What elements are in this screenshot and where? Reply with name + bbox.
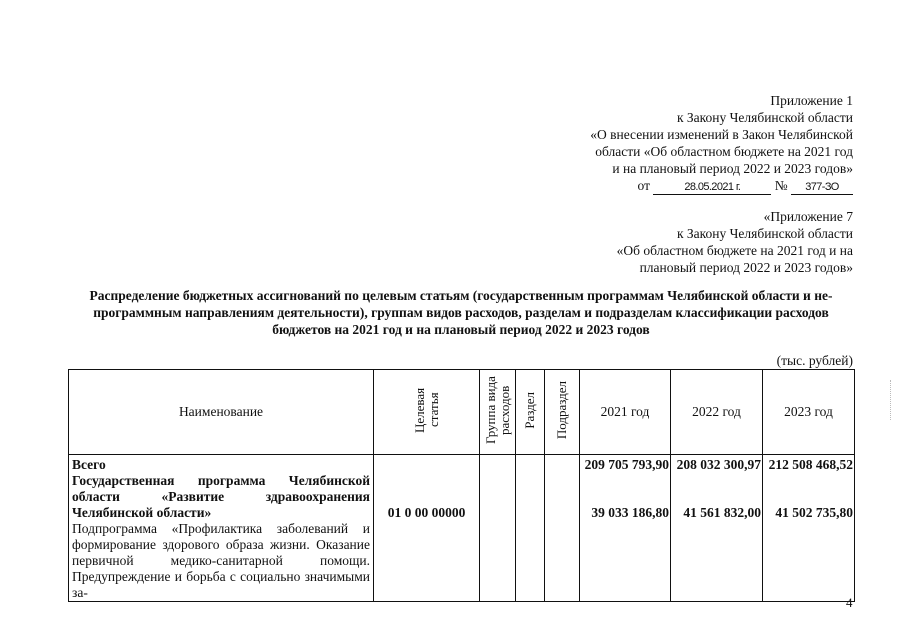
program-2021: 39 033 186,80 bbox=[591, 505, 669, 520]
header-section: Раздел bbox=[516, 370, 545, 455]
date-prefix: от bbox=[637, 178, 650, 193]
law-number: 377-ЗО bbox=[791, 181, 853, 195]
program-code: 01 0 00 00000 bbox=[387, 505, 466, 520]
header-name: Наименование bbox=[69, 370, 374, 455]
subsection-cell bbox=[545, 455, 580, 602]
header-year-2022: 2022 год bbox=[671, 370, 763, 455]
total-2022: 208 032 300,97 bbox=[676, 457, 761, 472]
appendix-1-line: Приложение 1 bbox=[770, 93, 853, 108]
appendix-1-date-line bbox=[638, 177, 854, 195]
appendix-7-line: плановый период 2022 и 2023 годов» bbox=[639, 260, 853, 275]
law-date: 28.05.2021 г. bbox=[653, 181, 771, 195]
name-cell bbox=[69, 455, 374, 602]
appendix-7-line: «Об областном бюджете на 2021 год и на bbox=[616, 243, 853, 258]
subprogram-name: Подпрограмма «Профилактика заболеваний и формирование здорового образа жизни. Оказание первичной медико-санитарной помощи. Предупреждение и борьба с социально значимыми за- bbox=[72, 521, 370, 600]
section-cell bbox=[516, 455, 545, 602]
document-title: Распределение бюджетных ассигнований по целевым статьям (государственным программам Челябинской области и не-программным направлениям деятельности), группам видов расходов, разделам и подразделам классификации расходов бюджетов на 2021 год и на плановый период 2022 и 2023 годов bbox=[89, 288, 833, 337]
appendix-1-header bbox=[590, 92, 853, 195]
expense-group-cell bbox=[480, 455, 516, 602]
appendix-1-line: и на плановый период 2022 и 2023 годов» bbox=[612, 161, 853, 176]
total-2021: 209 705 793,90 bbox=[584, 457, 669, 472]
program-name: Государственная программа Челябинской области «Развитие здравоохранения Челябинской области» bbox=[72, 473, 370, 520]
number-prefix: № bbox=[774, 178, 788, 193]
page-number: 4 bbox=[846, 595, 853, 610]
table-header-row bbox=[69, 370, 855, 455]
total-2023: 212 508 468,52 bbox=[768, 457, 853, 472]
total-label: Всего bbox=[72, 457, 106, 472]
header-target-article: Целевая статья bbox=[374, 370, 480, 455]
program-2022: 41 561 832,00 bbox=[683, 505, 761, 520]
header-year-2023: 2023 год bbox=[763, 370, 855, 455]
year-2021-cell bbox=[580, 455, 671, 602]
scan-artifact bbox=[890, 380, 897, 420]
budget-table bbox=[68, 369, 855, 602]
appendix-1-line: к Закону Челябинской области bbox=[676, 110, 853, 125]
target-article-cell bbox=[374, 455, 480, 602]
appendix-7-line: «Приложение 7 bbox=[763, 209, 853, 224]
units-label: (тыс. рублей) bbox=[776, 353, 853, 368]
appendix-1-line: «О внесении изменений в Закон Челябинской bbox=[590, 127, 853, 142]
program-2023: 41 502 735,80 bbox=[775, 505, 853, 520]
header-expense-group: Группа вида расходов bbox=[480, 370, 516, 455]
appendix-7-header bbox=[617, 208, 853, 276]
table-row bbox=[69, 455, 855, 602]
header-subsection: Подраздел bbox=[545, 370, 580, 455]
year-2022-cell bbox=[671, 455, 763, 602]
appendix-1-line: области «Об областном бюджете на 2021 год bbox=[595, 144, 853, 159]
appendix-7-line: к Закону Челябинской области bbox=[676, 226, 853, 241]
header-year-2021: 2021 год bbox=[580, 370, 671, 455]
year-2023-cell bbox=[763, 455, 855, 602]
